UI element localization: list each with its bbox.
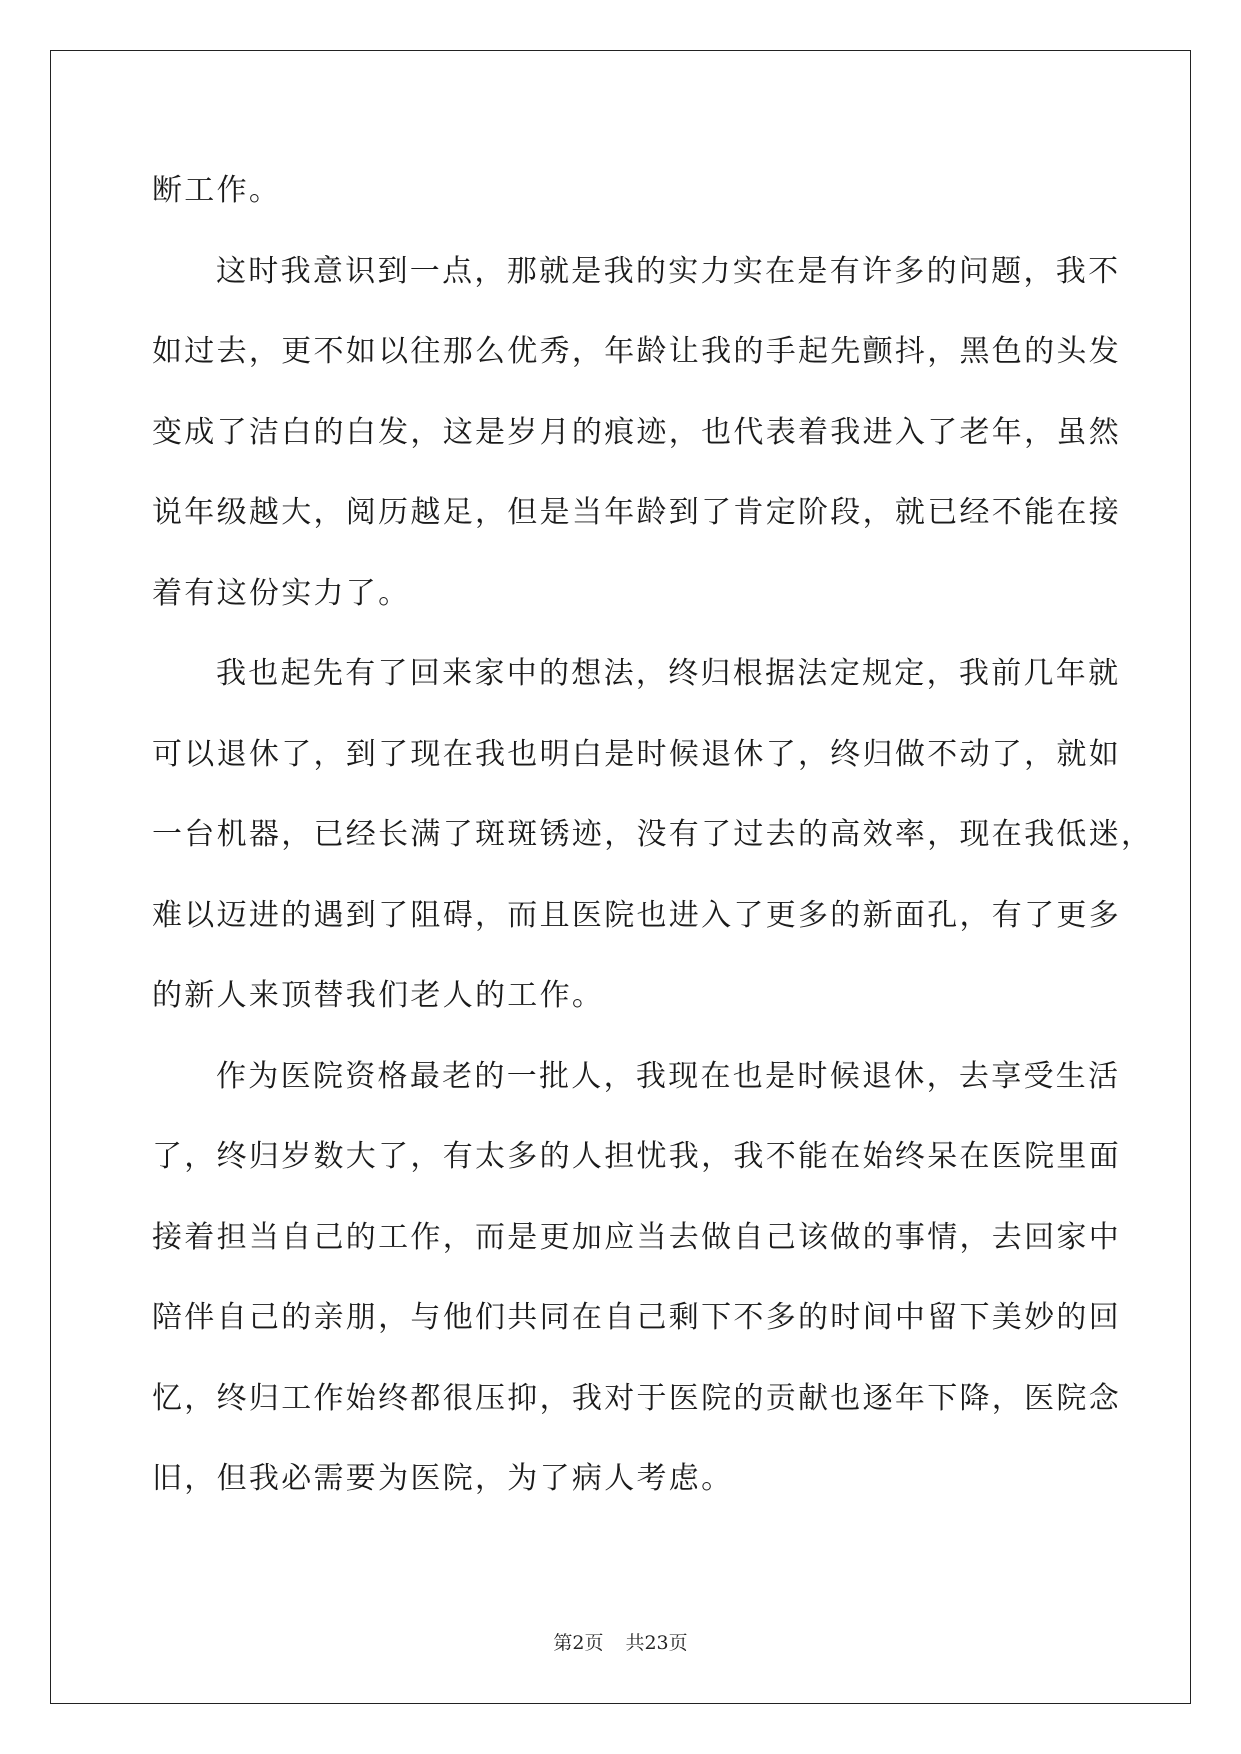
text-line: 的新人来顶替我们老人的工作。 — [152, 978, 605, 1013]
page-footer — [0, 1628, 1241, 1655]
text-line: 断工作。 — [152, 173, 282, 208]
text-line: 可以退休了，到了现在我也明白是时候退休了，终归做不动了，就如 — [152, 736, 1121, 772]
text-line: 着有这份实力了。 — [152, 575, 411, 611]
document-body — [152, 163, 1154, 1532]
text-line: 陪伴自己的亲朋，与他们共同在自己剩下不多的时间中留下美妙的回 — [152, 1300, 1121, 1335]
text-line: 旧，但我必需要为医院，为了病人考虑。 — [152, 1461, 734, 1496]
page-number: 第2页 — [553, 1632, 604, 1654]
text-line: 作为医院资格最老的一批人，我现在也是时候退休，去享受生活 — [216, 1058, 1121, 1094]
text-line: 变成了洁白的白发，这是岁月的痕迹，也代表着我进入了老年，虽然 — [152, 414, 1121, 450]
text-line: 了，终归岁数大了，有太多的人担忧我，我不能在始终呆在医院里面 — [152, 1139, 1121, 1174]
text-line: 一台机器，已经长满了斑斑锈迹，没有了过去的高效率，现在我低迷， — [152, 817, 1154, 852]
text-line: 接着担当自己的工作，而是更加应当去做自己该做的事情，去回家中 — [152, 1219, 1121, 1255]
text-line: 说年级越大，阅历越足，但是当年龄到了肯定阶段，就已经不能在接 — [152, 495, 1121, 530]
text-line: 难以迈进的遇到了阻碍，而且医院也进入了更多的新面孔，有了更多 — [152, 897, 1121, 933]
text-line: 我也起先有了回来家中的想法，终归根据法定规定，我前几年就 — [216, 656, 1121, 691]
text-line: 如过去，更不如以往那么优秀，年龄让我的手起先颤抖，黑色的头发 — [152, 334, 1121, 369]
text-line: 忆，终归工作始终都很压抑，我对于医院的贡献也逐年下降，医院念 — [152, 1380, 1121, 1416]
page-total: 共23页 — [625, 1632, 688, 1654]
text-line: 这时我意识到一点，那就是我的实力实在是有许多的问题，我不 — [216, 253, 1121, 289]
